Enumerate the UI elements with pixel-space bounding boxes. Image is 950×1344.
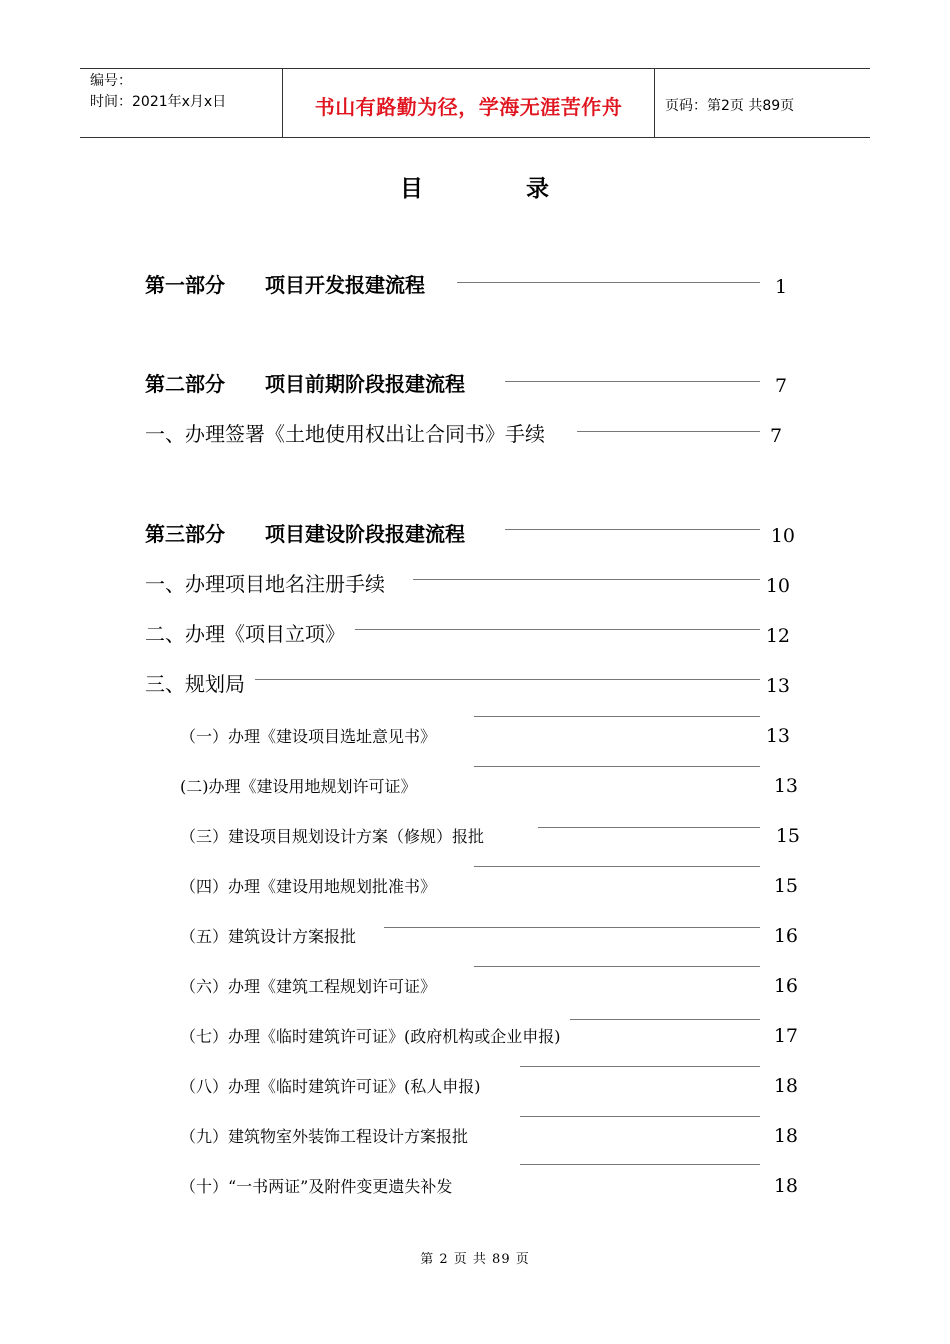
toc-entry-label: （四）办理《建设用地规划批准书》 [180,874,444,897]
toc-entry-page: 18 [773,1175,798,1197]
time-label: 时间：2021年x月x日 [90,94,227,110]
toc-entry-page: 15 [773,875,798,897]
toc-entry-sub10[interactable] [180,1171,798,1197]
toc-entry-page: 12 [765,625,790,647]
toc-entry-label: （一）办理《建设项目选址意见书》 [180,724,444,747]
toc-entry-sub9[interactable] [180,1121,798,1147]
header-motto: 书山有路勤为径，学海无涯苦作舟 [282,69,655,137]
toc-entry-page: 7 [775,375,788,397]
toc-entry-label: 第二部分 项目前期阶段报建流程 [145,368,473,397]
toc-entry-label: 三、规划局 [145,668,253,697]
toc-entry-part3-item1[interactable] [145,571,790,597]
toc-entry-label: （八）办理《临时建筑许可证》(私人申报) [180,1074,489,1097]
toc-entry-page: 13 [773,775,798,797]
toc-entry-label: (二)办理《建设用地规划许可证》 [180,774,425,797]
toc-entry-part3[interactable] [145,521,795,547]
toc-entry-part3-item2[interactable] [145,621,790,647]
toc-entry-label: 二、办理《项目立项》 [145,618,353,647]
toc-entry-part2[interactable] [145,371,788,397]
toc-entry-sub7[interactable] [180,1021,798,1047]
toc-entry-page: 10 [765,575,790,597]
toc-entry-sub4[interactable] [180,871,798,897]
leader-line [384,927,760,928]
page-header [80,68,870,138]
toc-entry-page: 16 [773,925,798,947]
leader-line [413,579,760,580]
leader-line [255,679,760,680]
toc-entry-page: 13 [765,675,790,697]
toc-entry-sub1[interactable] [180,721,790,747]
toc-entry-sub2[interactable] [180,771,798,797]
leader-line [457,282,760,283]
toc-entry-part3-item3[interactable] [145,671,790,697]
header-left-cell [80,69,282,137]
toc-entry-label: 一、办理项目地名注册手续 [145,568,393,597]
leader-line [520,1066,760,1067]
toc-entry-page: 16 [773,975,798,997]
leader-line [505,381,760,382]
toc-entry-part2-item1[interactable] [145,421,783,447]
toc-entry-label: 第一部分 项目开发报建流程 [145,269,433,298]
toc-entry-page: 18 [773,1075,798,1097]
toc-entry-part1[interactable] [145,272,788,298]
leader-line [570,1019,760,1020]
toc-entry-sub3[interactable] [180,821,800,847]
toc-entry-sub5[interactable] [180,921,798,947]
leader-line [520,1164,760,1165]
toc-entry-label: （三）建设项目规划设计方案（修规）报批 [180,824,492,847]
leader-line [520,1116,760,1117]
toc-entry-page: 10 [770,525,795,547]
toc-entry-page: 13 [765,725,790,747]
toc-entry-label: （五）建筑设计方案报批 [180,924,364,947]
toc-entry-page: 1 [775,276,788,298]
toc-entry-sub8[interactable] [180,1071,798,1097]
toc-entry-page: 18 [773,1125,798,1147]
leader-line [577,431,760,432]
leader-line [505,529,760,530]
leader-line [355,629,760,630]
toc-entry-label: 一、办理签署《土地使用权出让合同书》手续 [145,418,553,447]
leader-line [474,966,760,967]
page-footer: 第 2 页 共 89 页 [420,1252,530,1267]
toc-entry-page: 17 [773,1025,798,1047]
leader-line [474,866,760,867]
toc-entry-label: （六）办理《建筑工程规划许可证》 [180,974,444,997]
toc-entry-label: （七）办理《临时建筑许可证》(政府机构或企业申报) [180,1024,569,1047]
leader-line [538,827,760,828]
header-page-info: 页码：第2页 共89页 [665,98,795,114]
toc-title-char-2: 录 [526,176,549,202]
toc-title-char-1: 目 [400,176,423,202]
leader-line [474,766,760,767]
number-label: 编号： [90,73,132,89]
toc-title [0,170,950,202]
toc-entry-label: 第三部分 项目建设阶段报建流程 [145,518,473,547]
toc-entry-label: （九）建筑物室外装饰工程设计方案报批 [180,1124,476,1147]
leader-line [474,716,760,717]
toc-entry-page: 15 [775,825,800,847]
toc-entry-label: （十）“一书两证”及附件变更遗失补发 [180,1174,460,1197]
toc-entry-page: 7 [770,425,783,447]
toc-entry-sub6[interactable] [180,971,798,997]
